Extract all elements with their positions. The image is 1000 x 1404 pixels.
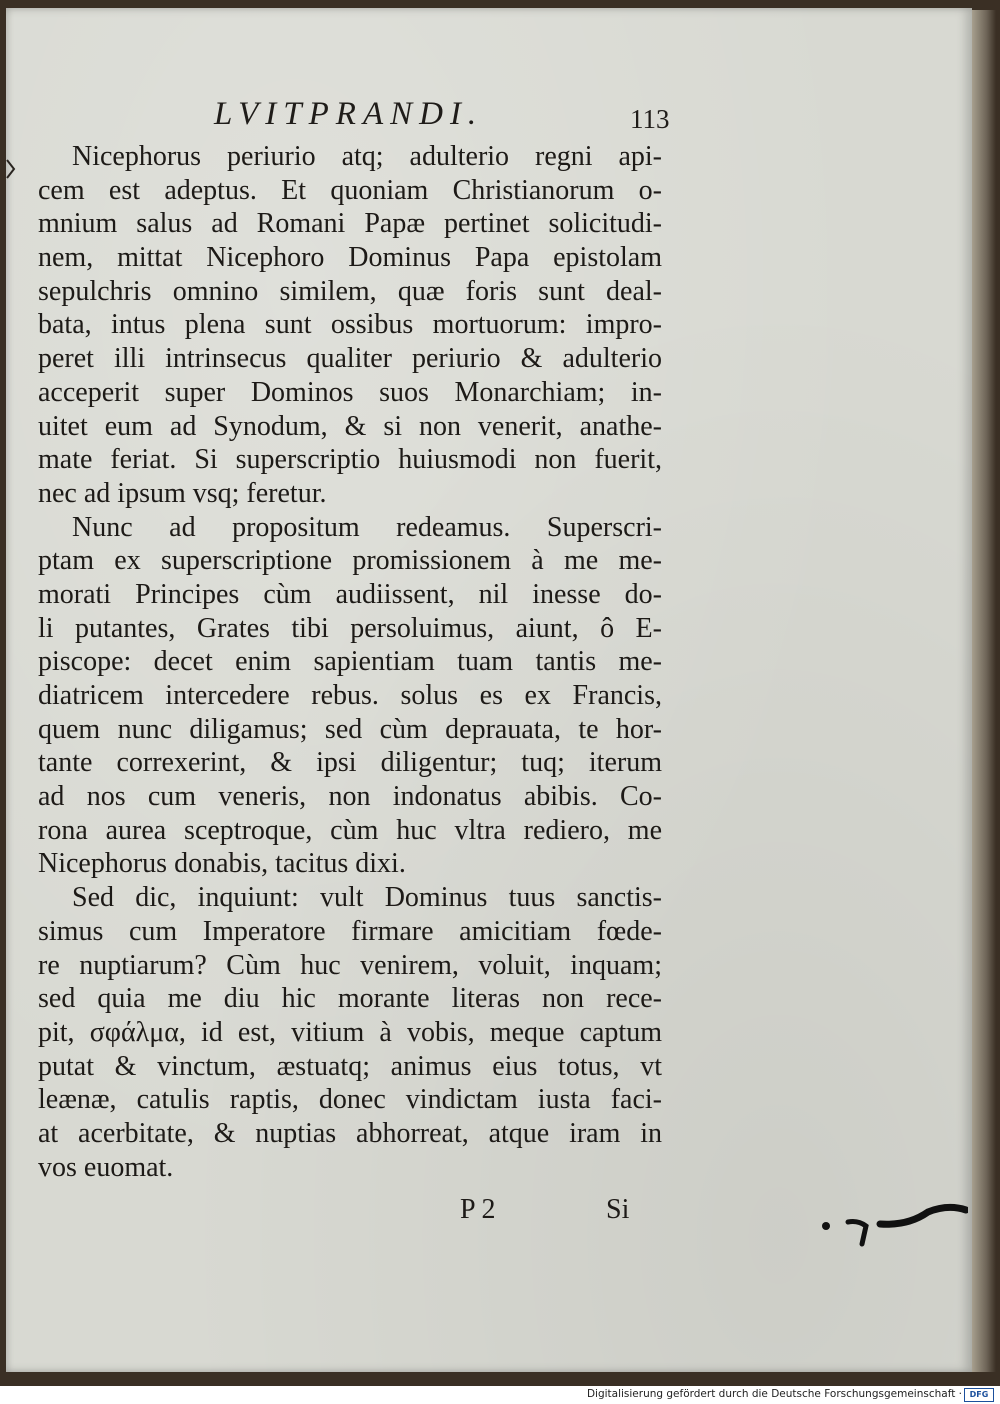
catchword: Si: [606, 1194, 630, 1225]
text-line: Nunc ad propositum redeamus. Superscri-: [72, 511, 662, 543]
text-line: Sed dic, inquiunt: vult Dominus tuus sanctis-: [72, 882, 662, 914]
text-line: morati Principes cùm audiissent, nil inesse do-: [38, 578, 662, 610]
text-line: quem nunc diligamus; sed cùm deprauata, te hor-: [38, 713, 662, 745]
text-line: li putantes, Grates tibi persoluimus, aiunt, ô E-: [38, 612, 662, 644]
text-line: uitet eum ad Synodum, & si non venerit, anathe-: [38, 410, 662, 442]
text-line: sed quia me diu hic morante literas non rece-: [38, 983, 662, 1015]
text-line: bata, intus plena sunt ossibus mortuorum: impro-: [38, 309, 662, 341]
text-line: piscope: decet enim sapientiam tuam tantis me-: [38, 646, 662, 678]
ink-flourish-mark: [818, 1200, 968, 1260]
text-line: ptam ex superscriptione promissionem à me me-: [38, 545, 662, 577]
text-line: leænæ, catulis raptis, donec vindictam iusta faci-: [38, 1084, 662, 1116]
text-line: ad nos cum veneris, non indonatus abibis. Co-: [38, 781, 662, 813]
page-number: 113: [630, 104, 670, 134]
text-line: acceperit super Dominos suos Monarchiam; in-: [38, 376, 662, 408]
funding-credit: Digitalisierung gefördert durch die Deutsche Forschungsgemeinschaft ·: [586, 1388, 962, 1400]
dfg-logo: DFG: [964, 1388, 994, 1402]
text-line: sepulchris omnino similem, quæ foris sunt deal-: [38, 275, 662, 307]
text-line: at acerbitate, & nuptias abhorreat, atque iram in: [38, 1117, 662, 1149]
text-line: rona aurea sceptroque, cùm huc vltra rediero, me: [38, 814, 662, 846]
text-line: peret illi intrinsecus qualiter periurio & adulterio: [38, 343, 662, 375]
signature-mark: P 2: [460, 1194, 496, 1225]
text-line: re nuptiarum? Cùm huc venirem, voluit, inquam;: [38, 949, 662, 981]
text-line: Nicephorus donabis, tacitus dixi.: [38, 848, 406, 880]
text-line: putat & vinctum, æstuatq; animus eius totus, vt: [38, 1050, 662, 1082]
text-line: mate feriat. Si superscriptio huiusmodi non fuerit,: [38, 444, 662, 476]
running-head: LVITPRANDI.: [214, 96, 484, 132]
text-line: tante correxerint, & ipsi diligentur; tuq; iterum: [38, 747, 662, 779]
body-text: [38, 140, 678, 1184]
page-edge: [972, 10, 996, 1372]
text-line: simus cum Imperatore firmare amicitiam fœde-: [38, 915, 662, 947]
text-line: diatricem intercedere rebus. solus es ex Francis,: [38, 680, 662, 711]
text-line: pit, σφάλμα, id est, vitium à vobis, meque captum: [38, 1016, 662, 1048]
text-line: nem, mittat Nicephoro Dominus Papa epistolam: [38, 242, 662, 274]
margin-notch-mark: [6, 158, 16, 180]
text-line: Nicephorus periurio atq; adulterio regni api-: [72, 141, 662, 172]
text-line: vos euomat.: [38, 1151, 174, 1183]
text-line: nec ad ipsum vsq; feretur.: [38, 477, 327, 509]
text-line: cem est adeptus. Et quoniam Christianorum o-: [38, 174, 662, 206]
text-line: mnium salus ad Romani Papæ pertinet solicitudi-: [38, 208, 662, 240]
